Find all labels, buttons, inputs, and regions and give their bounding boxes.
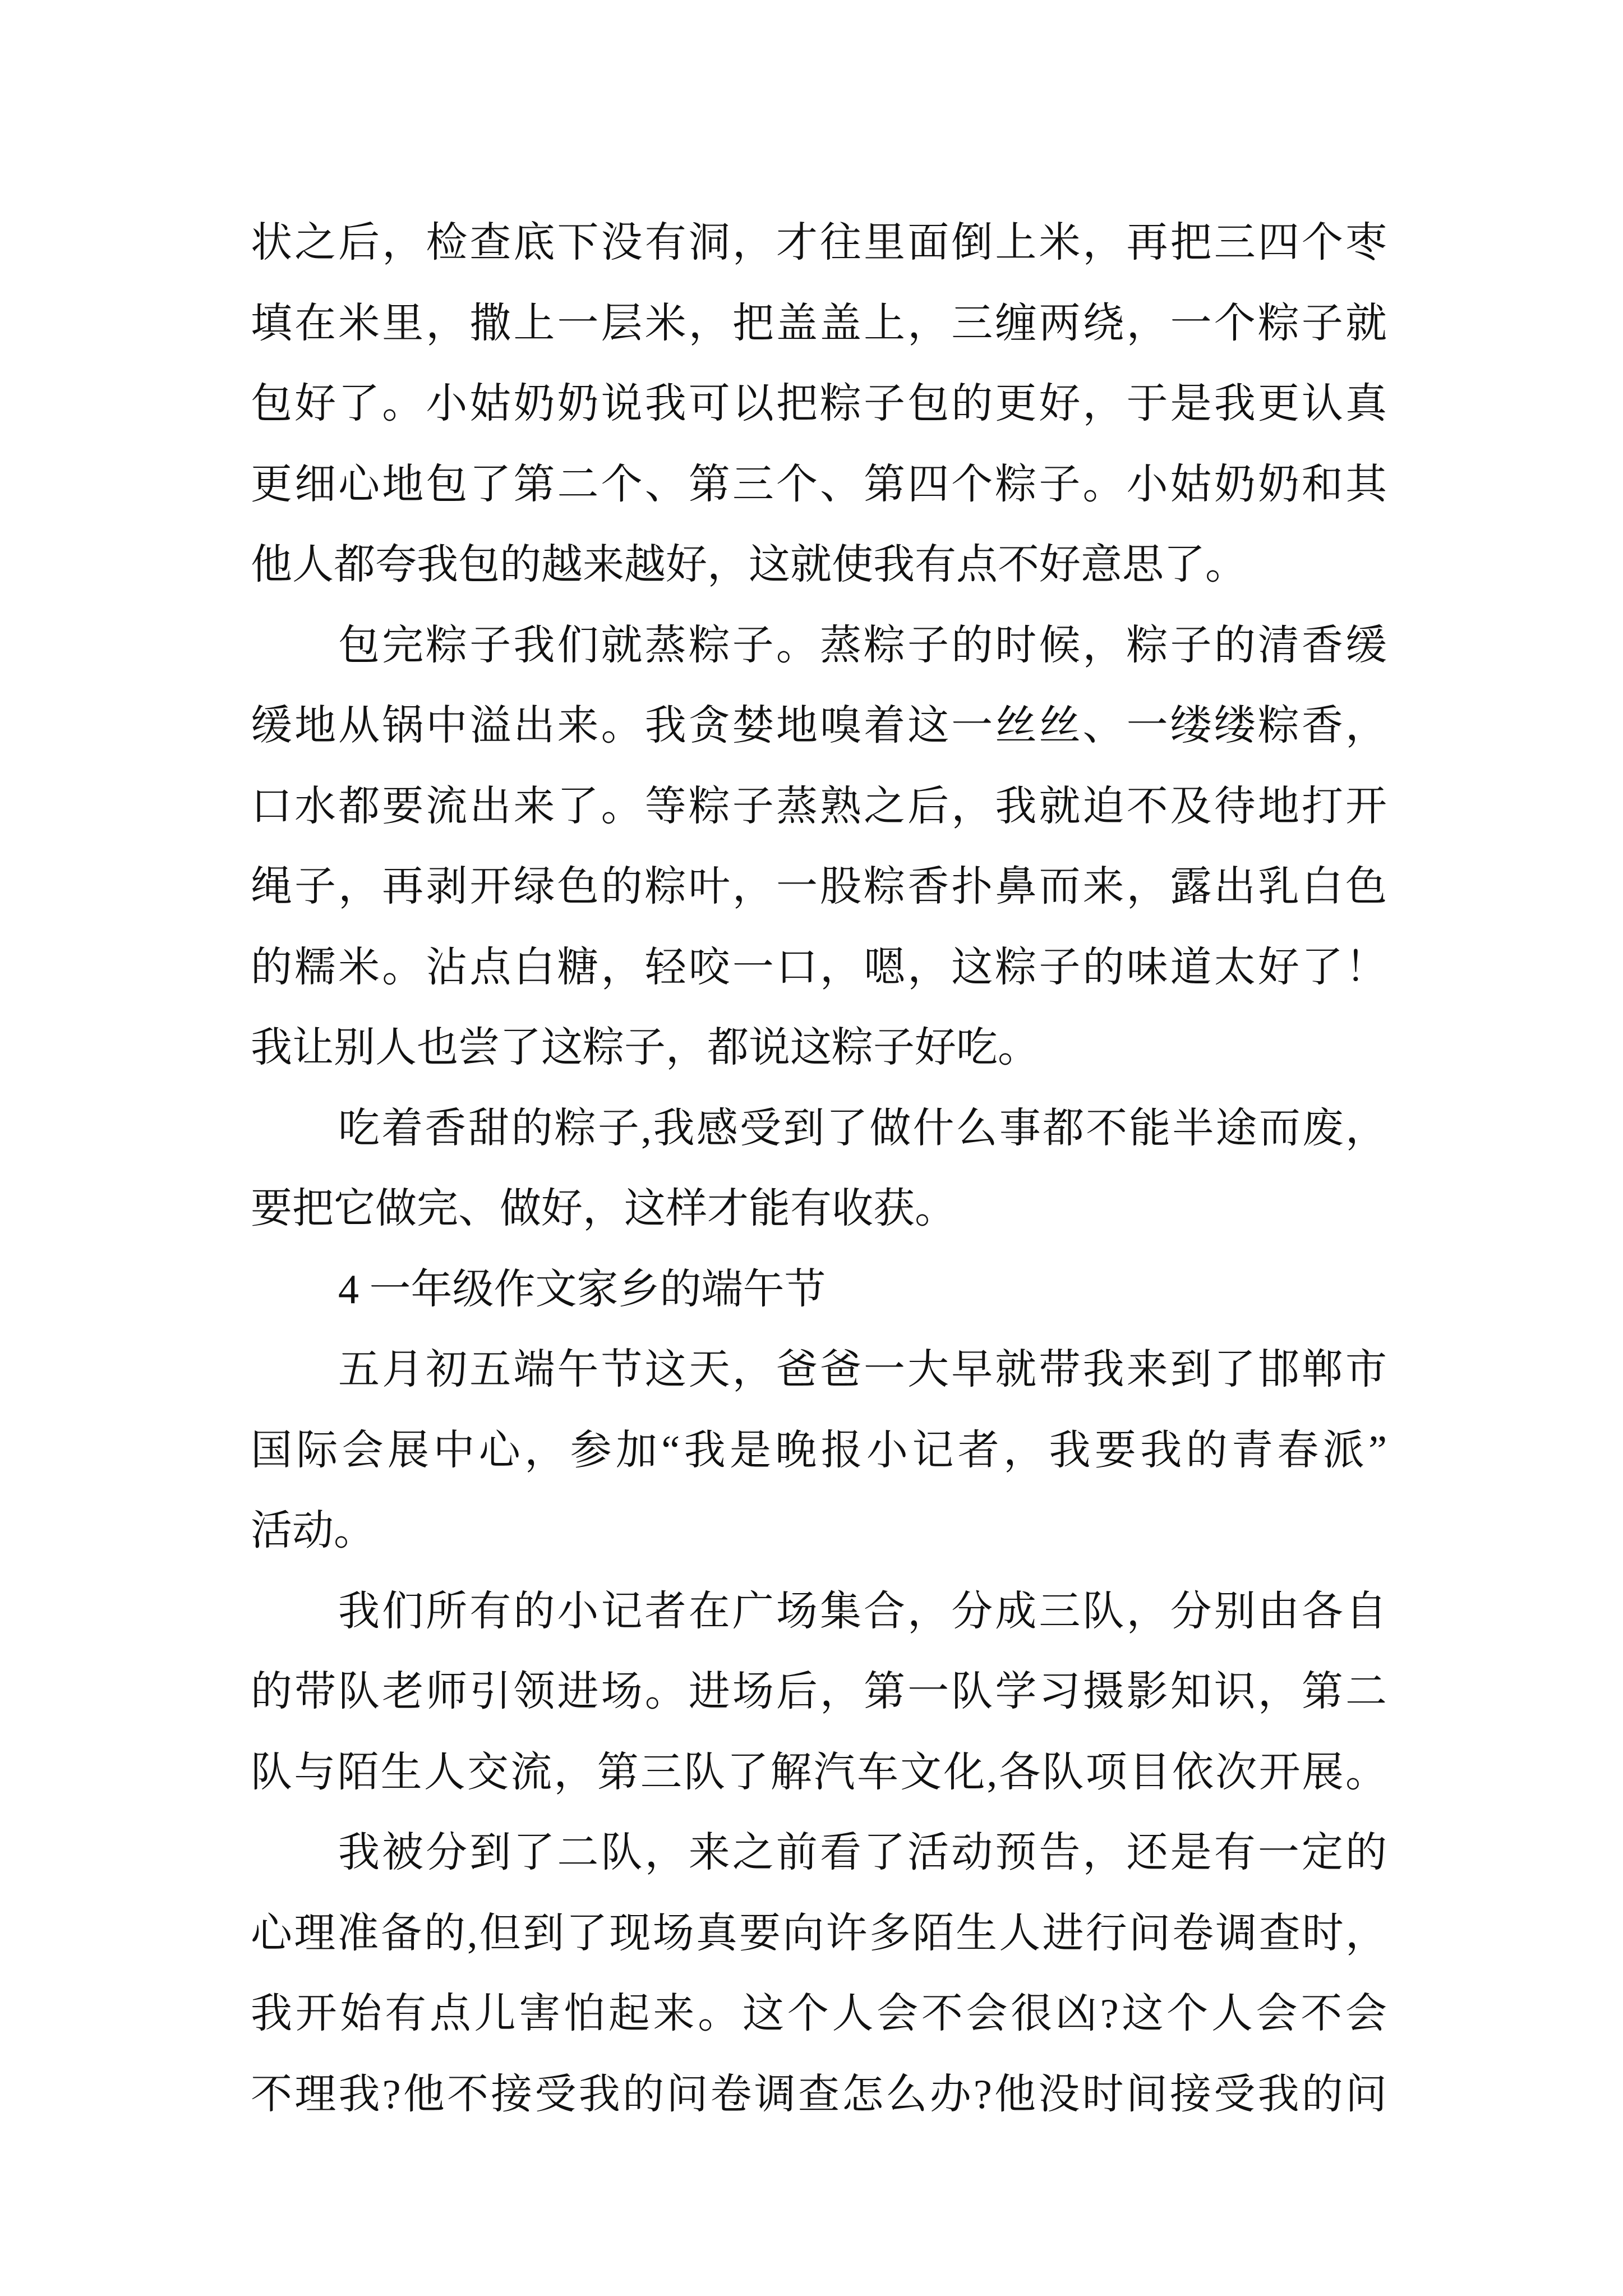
text-line: 要把它做完、做好，这样才能有收获。 [251,1186,956,1232]
text-line: 缓地从锅中溢出来。我贪婪地嗅着这一丝丝、一缕缕粽香， [251,703,1387,749]
text-line: 我让别人也尝了这粽子，都说这粽子好吃。 [251,1025,1039,1071]
text-line: 不理我?他不接受我的问卷调查怎么办?他没时间接受我的问 [251,2071,1387,2118]
text-line: 我被分到了二队，来之前看了活动预告，还是有一定的 [338,1830,1387,1876]
text-line: 我们所有的小记者在广场集合，分成三队，分别由各自 [338,1588,1387,1635]
paragraph [251,1089,1387,1250]
text-line: 包好了。小姑奶奶说我可以把粽子包的更好，于是我更认真 [251,381,1387,427]
paragraph [251,1813,1387,2135]
paragraph [251,1330,1387,1572]
text-line: 吃着香甜的粽子,我感受到了做什么事都不能半途而废， [338,1105,1387,1152]
text-line: 的糯米。沾点白糖，轻咬一口，嗯，这粽子的味道太好了！ [251,944,1387,991]
text-line: 的带队老师引领进场。进场后，第一队学习摄影知识，第二 [251,1669,1387,1715]
section-heading: 4 一年级作文家乡的端午节 [338,1266,826,1313]
paragraph [251,203,1387,606]
text-line: 包完粽子我们就蒸粽子。蒸粽子的时候，粽子的清香缓 [338,622,1387,669]
text-line: 他人都夸我包的越来越好，这就使我有点不好意思了。 [251,542,1247,588]
text-line: 填在米里，撒上一层米，把盖盖上，三缠两绕，一个粽子就 [251,300,1387,347]
heading-block [251,1250,1387,1331]
text-line: 队与陌生人交流，第三队了解汽车文化,各队项目依次开展。 [251,1749,1387,1796]
text-body [251,203,1387,2135]
text-line: 心理准备的,但到了现场真要向许多陌生人进行问卷调查时， [251,1910,1387,1957]
text-line: 我开始有点儿害怕起来。这个人会不会很凶?这个人会不会 [251,1991,1387,2037]
text-line: 更细心地包了第二个、第三个、第四个粽子。小姑奶奶和其 [251,461,1387,508]
paragraph [251,1572,1387,1814]
text-line: 状之后，检查底下没有洞，才往里面倒上米，再把三四个枣 [251,220,1387,266]
text-line: 绳子，再剥开绿色的粽叶，一股粽香扑鼻而来，露出乳白色 [251,864,1387,910]
paragraph [251,606,1387,1089]
text-line: 活动。 [251,1508,375,1554]
text-line: 国际会展中心，参加“我是晚报小记者，我要我的青春派” [251,1427,1387,1474]
text-line: 口水都要流出来了。等粽子蒸熟之后，我就迫不及待地打开 [251,783,1387,830]
text-line: 五月初五端午节这天，爸爸一大早就带我来到了邯郸市 [338,1347,1387,1393]
